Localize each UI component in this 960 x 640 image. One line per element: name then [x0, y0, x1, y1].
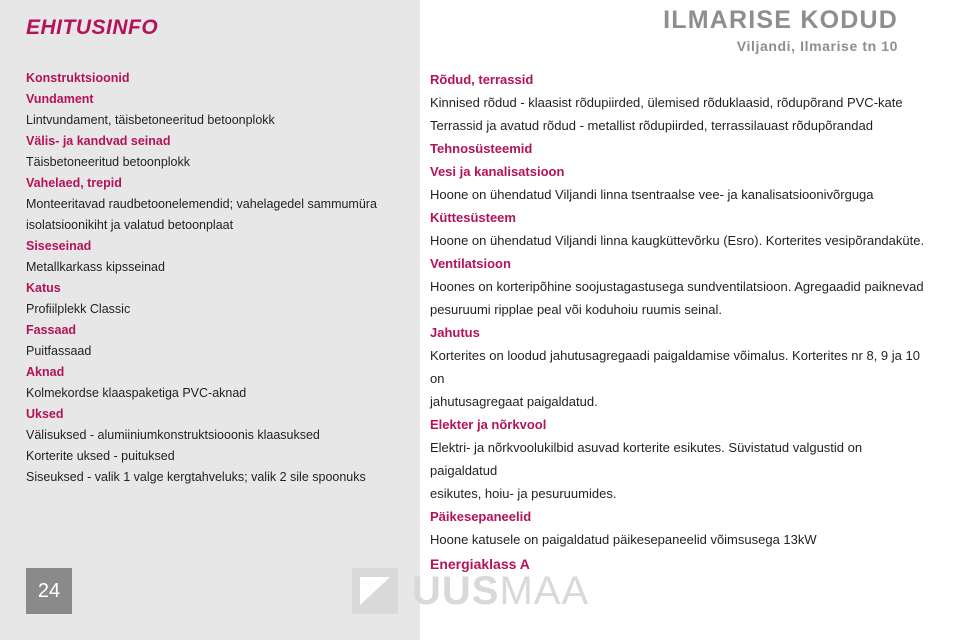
- left-line-text-9: Metallkarkass kipsseinad: [26, 260, 165, 274]
- right-content-column: [430, 68, 930, 577]
- logo-wordmark: [412, 571, 589, 611]
- right-line-text-15: Elektri- ja nõrkvoolukilbid asuvad korterite esikutes. Süvistatud valgustid on paigaldatud: [430, 440, 863, 478]
- left-line-text-15: Kolmekordse klaaspaketiga PVC-aknad: [26, 386, 247, 400]
- left-content-column: [26, 68, 404, 488]
- brand-title: EHITUSINFO: [26, 16, 159, 39]
- left-line-heading-14: Aknad: [26, 365, 65, 379]
- project-title: ILMARISE KODUD: [663, 6, 898, 34]
- right-line-heading-4: Vesi ja kanalisatsioon: [430, 164, 565, 179]
- left-line-heading-1: Vundament: [26, 92, 94, 106]
- left-line-heading-0: Konstruktsioonid: [26, 71, 130, 85]
- right-line-text-5: Hoone on ühendatud Viljandi linna tsentraalse vee- ja kanalisatsioonivõrguga: [430, 187, 874, 202]
- right-line-text-16: esikutes, hoiu- ja pesuruumides.: [430, 486, 617, 501]
- right-line-text-13: jahutusagregaat paigaldatud.: [430, 394, 598, 409]
- left-line-heading-12: Fassaad: [26, 323, 77, 337]
- left-line-text-6: Monteeritavad raudbetoonelemendid; vahelagedel sammumüra: [26, 197, 377, 211]
- left-line-heading-10: Katus: [26, 281, 61, 295]
- uusmaa-logo: [352, 564, 589, 618]
- left-line-heading-3: Välis- ja kandvad seinad: [26, 134, 171, 148]
- right-line-heading-8: Ventilatsioon: [430, 256, 511, 271]
- right-line-heading-11: Jahutus: [430, 325, 480, 340]
- left-line-text-2: Lintvundament, täisbetoneeritud betoonplokk: [26, 113, 275, 127]
- left-line-heading-16: Uksed: [26, 407, 64, 421]
- logo-text-thin: MAA: [499, 569, 590, 613]
- left-line-text-18: Korterite uksed - puituksed: [26, 449, 175, 463]
- logo-mark-icon: [352, 568, 398, 614]
- right-line-text-18: Hoone katusele on paigaldatud päikesepaneelid võimsusega 13kW: [430, 532, 817, 547]
- left-line-heading-8: Siseseinad: [26, 239, 92, 253]
- left-line-text-11: Profiilplekk Classic: [26, 302, 131, 316]
- left-line-heading-5: Vahelaed, trepid: [26, 176, 122, 190]
- project-header: [663, 6, 898, 54]
- right-line-text-7: Hoone on ühendatud Viljandi linna kaugküttevõrku (Esro). Korterites vesipõrandaküte.: [430, 233, 925, 248]
- right-line-heading-0: Rõdud, terrassid: [430, 72, 534, 87]
- left-line-text-4: Täisbetoneeritud betoonplokk: [26, 155, 191, 169]
- right-line-text-1: Kinnised rõdud - klaasist rõdupiirded, ülemised rõduklaasid, rõdupõrand PVC-kate: [430, 95, 903, 110]
- right-line-heading-6: Küttesüsteem: [430, 210, 516, 225]
- left-line-text-19: Siseuksed - valik 1 valge kergtahveluks; valik 2 sile spoonuks: [26, 470, 366, 484]
- right-line-heading-3: Tehnosüsteemid: [430, 141, 533, 156]
- right-line-energy-19: Energiaklass A: [430, 556, 530, 572]
- left-line-text-7: isolatsioonikiht ja valatud betoonplaat: [26, 218, 234, 232]
- logo-text-bold: UUS: [412, 569, 500, 613]
- project-address: Viljandi, Ilmarise tn 10: [736, 37, 898, 54]
- right-line-text-2: Terrassid ja avatud rõdud - metallist rõdupiirded, terrassilauast rõdupõrandad: [430, 118, 873, 133]
- page-number: 24: [26, 568, 72, 614]
- right-line-heading-14: Elekter ja nõrkvool: [430, 417, 547, 432]
- right-line-heading-17: Päikesepaneelid: [430, 509, 532, 524]
- left-line-text-13: Puitfassaad: [26, 344, 92, 358]
- right-line-text-10: pesuruumi ripplae peal või koduhoiu ruumis seinal.: [430, 302, 722, 317]
- left-line-text-17: Välisuksed - alumiiniumkonstruktsiooonis klaasuksed: [26, 428, 320, 442]
- right-line-text-9: Hoones on korteripõhine soojustagastusega sundventilatsioon. Agregaadid paiknevad: [430, 279, 924, 294]
- right-line-text-12: Korterites on loodud jahutusagregaadi paigaldamise võimalus. Korterites nr 8, 9 ja 10 on: [430, 348, 920, 386]
